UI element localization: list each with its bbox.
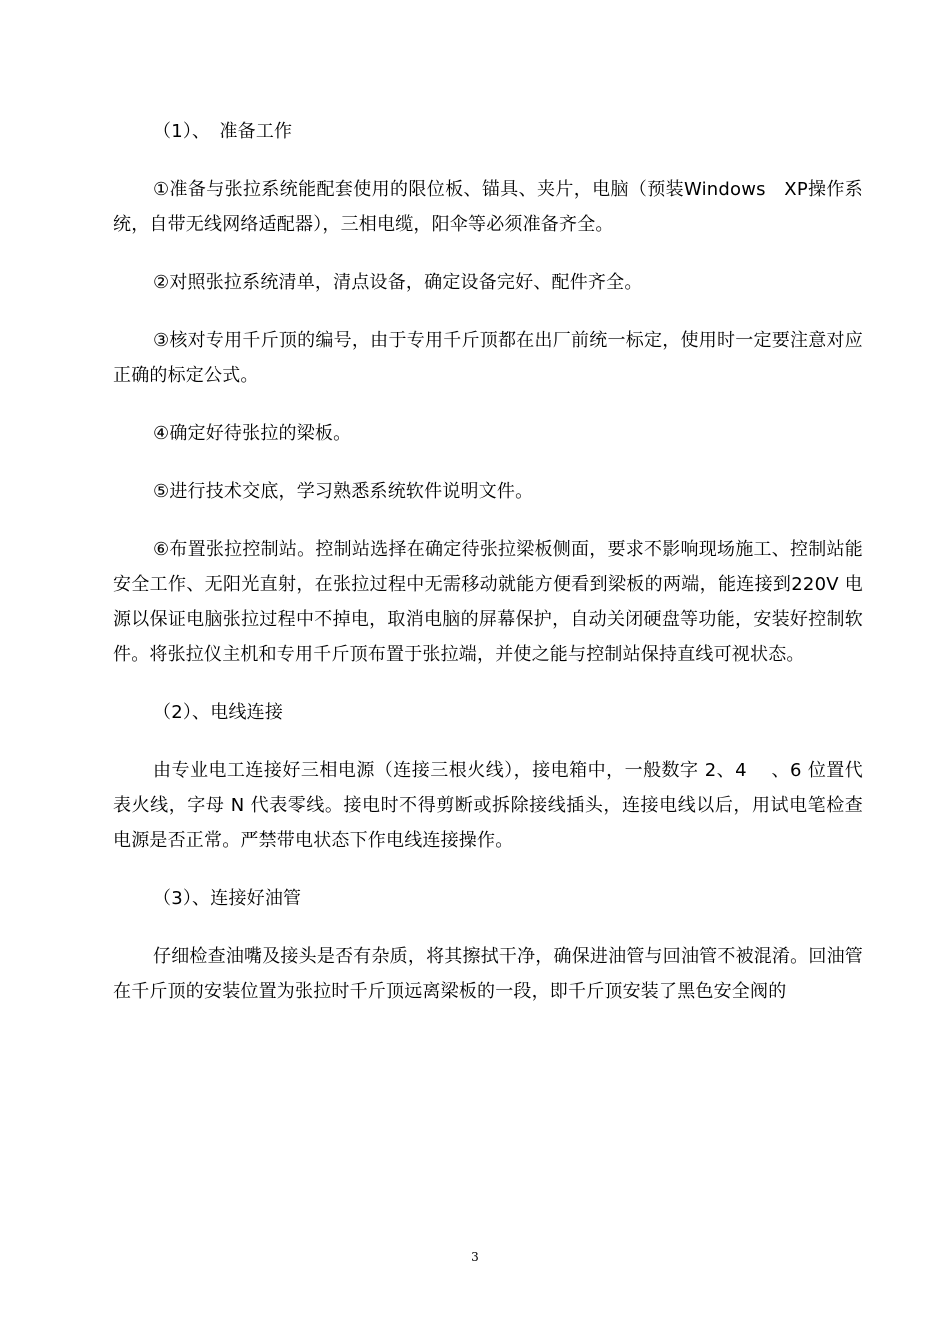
page-number: 3: [471, 1250, 479, 1264]
heading-preparation: （1）、 准备工作: [153, 121, 293, 142]
paragraph-oil-pipe: 仔细检查油嘴及接头是否有杂质，将其擦拭干净，确保进油管与回油管不被混淆。回油管在千斤顶的安装位置为张拉时千斤顶远离梁板的一段，即千斤顶安装了黑色安全阀的: [113, 946, 863, 1002]
document-body: [113, 114, 863, 1009]
heading-wire-connection: （2）、电线连接: [153, 702, 284, 723]
paragraph-control-station: ⑥布置张拉控制站。控制站选择在确定待张拉梁板侧面，要求不影响现场施工、控制站能安全工作、无阳光直射，在张拉过程中无需移动就能方便看到梁板的两端，能连接到220V 电源以保证电脑张拉过程中不掉电，取消电脑的屏幕保护，自动关闭硬盘等功能，安装好控制软件。将张拉仪主机和专用千斤顶布置于张拉端，并使之能与控制站保持直线可视状态。: [113, 539, 863, 665]
paragraph-confirm-beam: ④确定好待张拉的梁板。: [153, 423, 352, 444]
paragraph-prepare-equipment: ①准备与张拉系统能配套使用的限位板、锚具、夹片，电脑（预装Windows XP操作系统，自带无线网络适配器），三相电缆，阳伞等必须准备齐全。: [113, 179, 863, 235]
paragraph-technical-briefing: ⑤进行技术交底，学习熟悉系统软件说明文件。: [153, 481, 534, 502]
paragraph-check-list: ②对照张拉系统清单，清点设备，确定设备完好、配件齐全。: [153, 272, 643, 293]
paragraph-jack-number: ③核对专用千斤顶的编号，由于专用千斤顶都在出厂前统一标定，使用时一定要注意对应正确的标定公式。: [113, 330, 863, 386]
paragraph-wire-connection: 由专业电工连接好三相电源（连接三根火线），接电箱中，一般数字 2、4 、6 位置代表火线，字母 N 代表零线。接电时不得剪断或拆除接线插头，连接电线以后，用试电笔检查电源是否正常。严禁带电状态下作电线连接操作。: [113, 760, 863, 851]
heading-oil-pipe: （3）、连接好油管: [153, 888, 302, 909]
